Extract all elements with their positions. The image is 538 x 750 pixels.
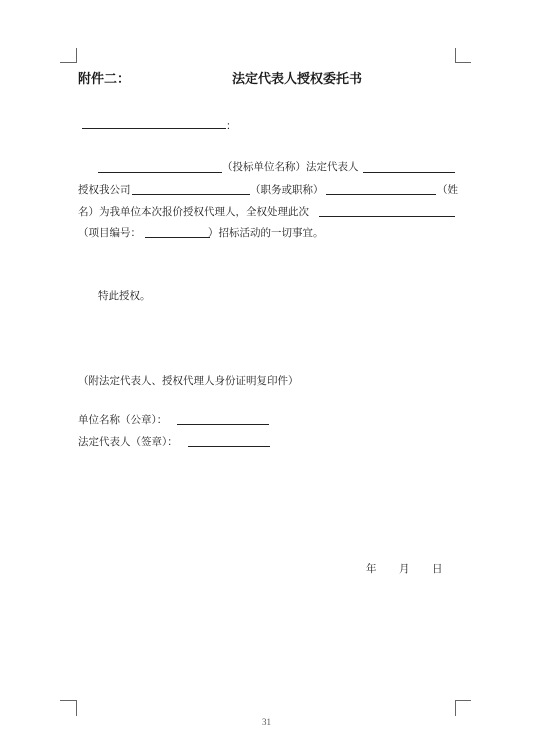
addressee-blank[interactable] <box>82 128 226 129</box>
page-title: 法定代表人授权委托书 <box>232 72 363 87</box>
legal-rep-signature-label: 法定代表人（签章）： <box>78 436 178 448</box>
attachment-note: （附法定代表人、授权代理人身份证明复印件） <box>78 375 299 387</box>
unit-seal-label: 单位名称（公章）： <box>78 414 168 426</box>
bidder-name-label: （投标单位名称）法定代表人 <box>222 161 359 173</box>
agent-authority-text: 名）为我单位本次报价授权代理人，全权处理此次 <box>78 206 309 218</box>
date-day: 日 <box>432 563 443 575</box>
addressee-colon: ： <box>226 120 237 132</box>
legal-rep-signature-blank[interactable] <box>188 446 270 447</box>
date-month: 月 <box>399 563 410 575</box>
page-number: 31 <box>262 717 271 727</box>
authorize-company-text: 授权我公司 <box>78 184 131 196</box>
legal-rep-blank[interactable] <box>363 172 455 173</box>
name-label-start: （姓 <box>437 184 458 196</box>
bidding-matters-text: ）招标活动的一切事宜。 <box>208 227 324 239</box>
project-number-label: （项目编号： <box>78 227 141 239</box>
unit-seal-blank[interactable] <box>177 424 269 425</box>
closing-text: 特此授权。 <box>98 290 151 302</box>
agent-name-blank[interactable] <box>326 194 436 195</box>
matter-blank[interactable] <box>319 216 455 217</box>
attachment-label: 附件二： <box>78 72 131 87</box>
date-year: 年 <box>366 563 377 575</box>
position-blank[interactable] <box>132 194 250 195</box>
bidder-name-blank[interactable] <box>98 172 222 173</box>
position-label: （职务或职称） <box>250 184 324 196</box>
project-number-blank[interactable] <box>145 237 210 238</box>
